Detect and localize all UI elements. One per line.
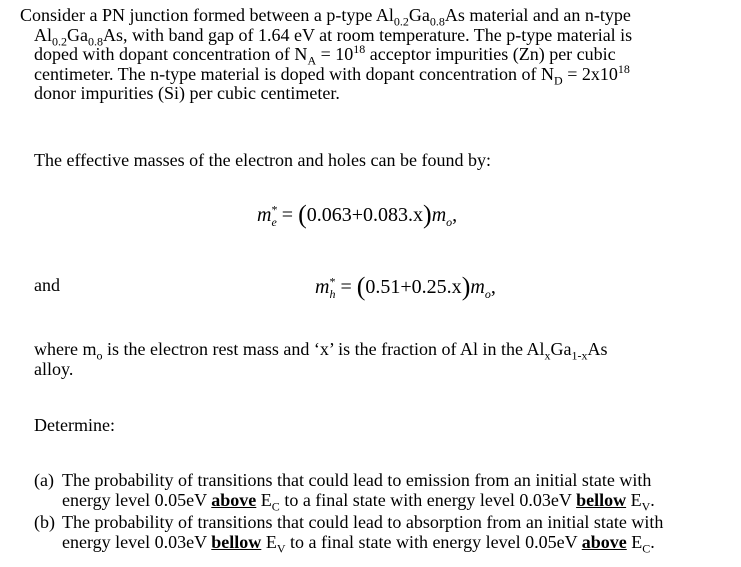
text: energy level 0.03eV bbox=[62, 531, 212, 552]
masses-intro bbox=[34, 151, 736, 171]
text: doped with dopant concentration of N bbox=[34, 44, 308, 64]
determine-text: Determine: bbox=[34, 415, 115, 435]
eq-open-paren: ( bbox=[298, 200, 307, 229]
intro-line-3 bbox=[20, 42, 722, 68]
eq-body: 0.063+0.083.x bbox=[306, 204, 424, 226]
eq-sub: o bbox=[484, 287, 491, 301]
eq-sub: e bbox=[271, 215, 277, 229]
text: Ga bbox=[550, 339, 572, 359]
eq-sub: o bbox=[446, 215, 453, 229]
text: E bbox=[256, 489, 272, 510]
eq-sup: * bbox=[271, 202, 278, 217]
eq-equals: = bbox=[335, 276, 357, 298]
subscript: C bbox=[271, 499, 280, 514]
electron-mass-equation bbox=[257, 200, 457, 230]
eq-end: , bbox=[452, 204, 458, 226]
text: Consider a PN junction formed between a p-type Al bbox=[20, 5, 394, 25]
text: to a final state with energy level 0.03eV bbox=[279, 489, 577, 510]
eq-equals: = bbox=[276, 204, 299, 226]
subscript: A bbox=[307, 53, 317, 68]
text: The probability of transitions that could lead to absorption from an initial state with bbox=[62, 512, 664, 532]
question-item-b bbox=[34, 512, 722, 556]
text: = 2x10 bbox=[562, 63, 618, 84]
hole-mass-equation bbox=[315, 272, 496, 302]
superscript: 18 bbox=[353, 42, 366, 56]
text: = 10 bbox=[316, 44, 354, 64]
text: Ga bbox=[67, 24, 88, 45]
eq-close-paren: ) bbox=[461, 272, 471, 301]
eq-body: 0.51+0.25.x bbox=[365, 276, 462, 298]
subscript: 0.2 bbox=[52, 34, 67, 49]
subscript: V bbox=[276, 541, 286, 556]
where-line-2: alloy. bbox=[34, 358, 74, 379]
text: The probability of transitions that could lead to emission from an initial state with bbox=[62, 470, 652, 490]
subscript: 0.8 bbox=[429, 14, 445, 29]
text: energy level 0.05eV bbox=[62, 489, 212, 510]
text: As bbox=[587, 339, 608, 359]
text: is the electron rest mass and ‘x’ is the fraction of Al in the Al bbox=[102, 339, 545, 359]
item-label: (b) bbox=[34, 512, 55, 532]
eq-sup: * bbox=[329, 274, 336, 289]
item-label: (a) bbox=[34, 470, 54, 490]
eq-open-paren: ( bbox=[356, 272, 366, 301]
intro-line-1 bbox=[20, 5, 722, 29]
question-item-a bbox=[34, 470, 722, 514]
eq-symbol: m bbox=[315, 276, 330, 298]
text: E bbox=[626, 531, 643, 552]
item-b-line-2 bbox=[34, 531, 722, 556]
subscript: 0.2 bbox=[393, 14, 409, 29]
subscript: C bbox=[642, 541, 651, 556]
emphasis: above bbox=[581, 531, 627, 552]
text: Ga bbox=[408, 5, 430, 25]
text: acceptor impurities (Zn) per cubic bbox=[365, 44, 616, 64]
subscript: 1-x bbox=[571, 348, 588, 363]
determine-heading bbox=[34, 416, 736, 436]
eq-symbol: m bbox=[431, 204, 447, 226]
text: Al bbox=[34, 24, 52, 45]
text: to a final state with energy level 0.05eV bbox=[285, 531, 582, 552]
text: centimeter. The n-type material is doped with dopant concentration of N bbox=[34, 63, 555, 84]
eq-sub: h bbox=[329, 287, 336, 301]
text: E bbox=[261, 531, 277, 552]
emphasis: bellow bbox=[576, 489, 627, 510]
eq-end: , bbox=[490, 276, 496, 298]
emphasis: bellow bbox=[211, 531, 262, 552]
text: As material and an n-type bbox=[444, 5, 631, 25]
subscript: V bbox=[641, 499, 651, 514]
text: . bbox=[650, 489, 655, 510]
where-line-1 bbox=[34, 339, 722, 363]
superscript: 18 bbox=[617, 61, 630, 76]
subscript: D bbox=[554, 73, 563, 88]
item-a-line-2 bbox=[34, 489, 722, 514]
and-text: and bbox=[34, 275, 60, 295]
text: . bbox=[650, 531, 655, 552]
intro-line-5: donor impurities (Si) per cubic centimeter. bbox=[34, 83, 340, 103]
text: E bbox=[626, 489, 642, 510]
text: As, with band gap of 1.64 eV at room temperature. The p-type material is bbox=[103, 24, 633, 45]
eq-close-paren: ) bbox=[423, 200, 432, 229]
intro-paragraph bbox=[20, 6, 722, 104]
text: where m bbox=[34, 339, 97, 359]
emphasis: above bbox=[211, 489, 257, 510]
subscript: x bbox=[544, 348, 551, 363]
eq-symbol: m bbox=[470, 276, 485, 298]
item-b-line-1 bbox=[34, 513, 722, 533]
intro-line-4 bbox=[20, 61, 722, 88]
masses-intro-text: The effective masses of the electron and holes can be found by: bbox=[34, 150, 491, 170]
item-a-line-1 bbox=[34, 471, 722, 491]
eq-symbol: m bbox=[257, 204, 272, 226]
where-paragraph bbox=[34, 340, 722, 379]
subscript: o bbox=[96, 348, 103, 363]
subscript: 0.8 bbox=[88, 34, 103, 49]
